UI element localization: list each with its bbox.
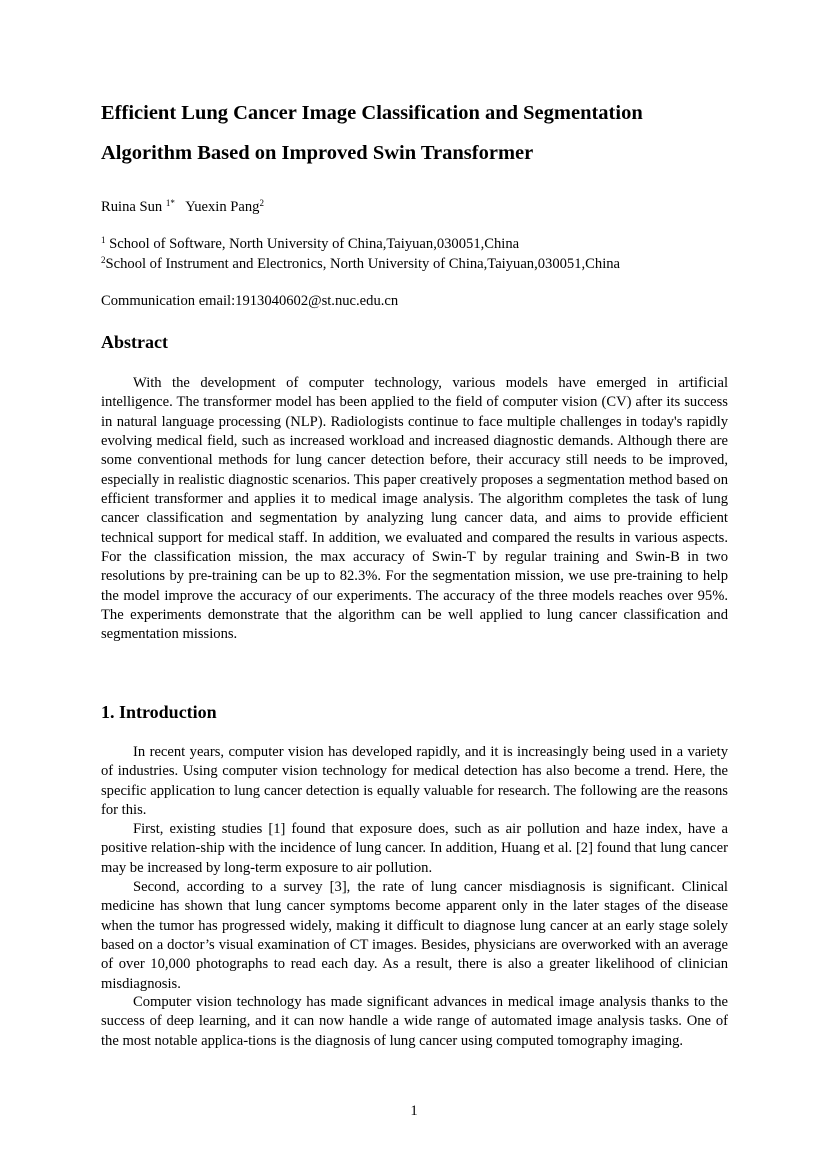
author-name: Yuexin Pang (185, 199, 260, 215)
affiliation-mark: 1 (101, 235, 106, 245)
author-affiliation-mark: 2 (259, 198, 264, 208)
affiliation-text: School of Instrument and Electronics, North University of China,Taiyuan,030051,China (105, 256, 621, 272)
affiliation-2 (101, 256, 620, 273)
paper-title-line-2: Algorithm Based on Improved Swin Transformer (101, 142, 534, 164)
contact-email: Communication email:1913040602@st.nuc.edu.cn (101, 293, 399, 309)
author-affiliation-mark: 1* (165, 198, 175, 208)
intro-paragraph-1: In recent years, computer vision has developed rapidly, and it is increasingly being used in a variety of industries. Using computer vision technology for medical detection has also become a trend. Here, the specific application to lung cancer detection is equally valuable for research. The following are the reasons for this. (101, 744, 728, 819)
abstract-text: With the development of computer technology, various models have emerged in artificial intelligence. The transformer model has been applied to the field of computer vision (CV) after its success in natural language processing (NLP). Radiologists continue to face multiple challenges in today's rapidly evolving medical field, such as increased workload and increased diagnostic demands. Although there are some conventional methods for lung cancer detection before, their accuracy still needs to be improved, especially in realistic diagnostic scenarios. This paper creatively proposes a segmentation method based on efficient transformer and applies it to medical image analysis. The algorithm completes the task of lung cancer classification and segmentation by analyzing lung cancer data, and aims to provide efficient technical support for medical staff. In addition, we evaluated and compared the results in various aspects. For the classification mission, the max accuracy of Swin-T by regular training and Swin-B in two resolutions by pre-training can be up to 82.3%. For the segmentation mission, we use pre-training to help the model improve the accuracy of our experiments. The accuracy of the three models reaches over 95%. The experiments demonstrate that the algorithm can be well applied to lung cancer classification and segmentation missions. (101, 375, 728, 643)
intro-paragraph-3: Second, according to a survey [3], the rate of lung cancer misdiagnosis is significant. Clinical medicine has shown that lung cancer symptoms become apparent only in the later stages of the disease when the tumor has progressed widely, making it difficult to diagnose lung cancer at an early stage solely based on a doctor’s visual examination of CT images. Besides, physicians are overworked with an average of over 10,000 photographs to read each day. As a result, there is also a greater likelihood of clinician misdiagnosis. (101, 879, 728, 992)
author-name: Ruina Sun (101, 199, 163, 215)
introduction-heading: 1. Introduction (101, 702, 217, 722)
affiliation-1 (101, 236, 519, 253)
intro-paragraph-4: Computer vision technology has made significant advances in medical image analysis thanks to the success of deep learning, and it can now handle a wide range of automated image analysis tasks. One of the most notable applica-tions is the diagnosis of lung cancer using computed tomography imaging. (101, 994, 728, 1049)
affiliation-text: School of Software, North University of China,Taiyuan,030051,China (109, 236, 520, 252)
affiliation-mark: 2 (101, 255, 106, 265)
intro-paragraph-2: First, existing studies [1] found that exposure does, such as air pollution and haze index, have a positive relation-ship with the incidence of lung cancer. In addition, Huang et al. [2] found that lung cancer may be increased by long-term exposure to air pollution. (101, 821, 728, 876)
abstract-heading: Abstract (101, 332, 168, 352)
page-number: 1 (410, 1103, 418, 1119)
author-list (101, 199, 264, 216)
paper-title-line-1: Efficient Lung Cancer Image Classification and Segmentation (101, 102, 643, 124)
